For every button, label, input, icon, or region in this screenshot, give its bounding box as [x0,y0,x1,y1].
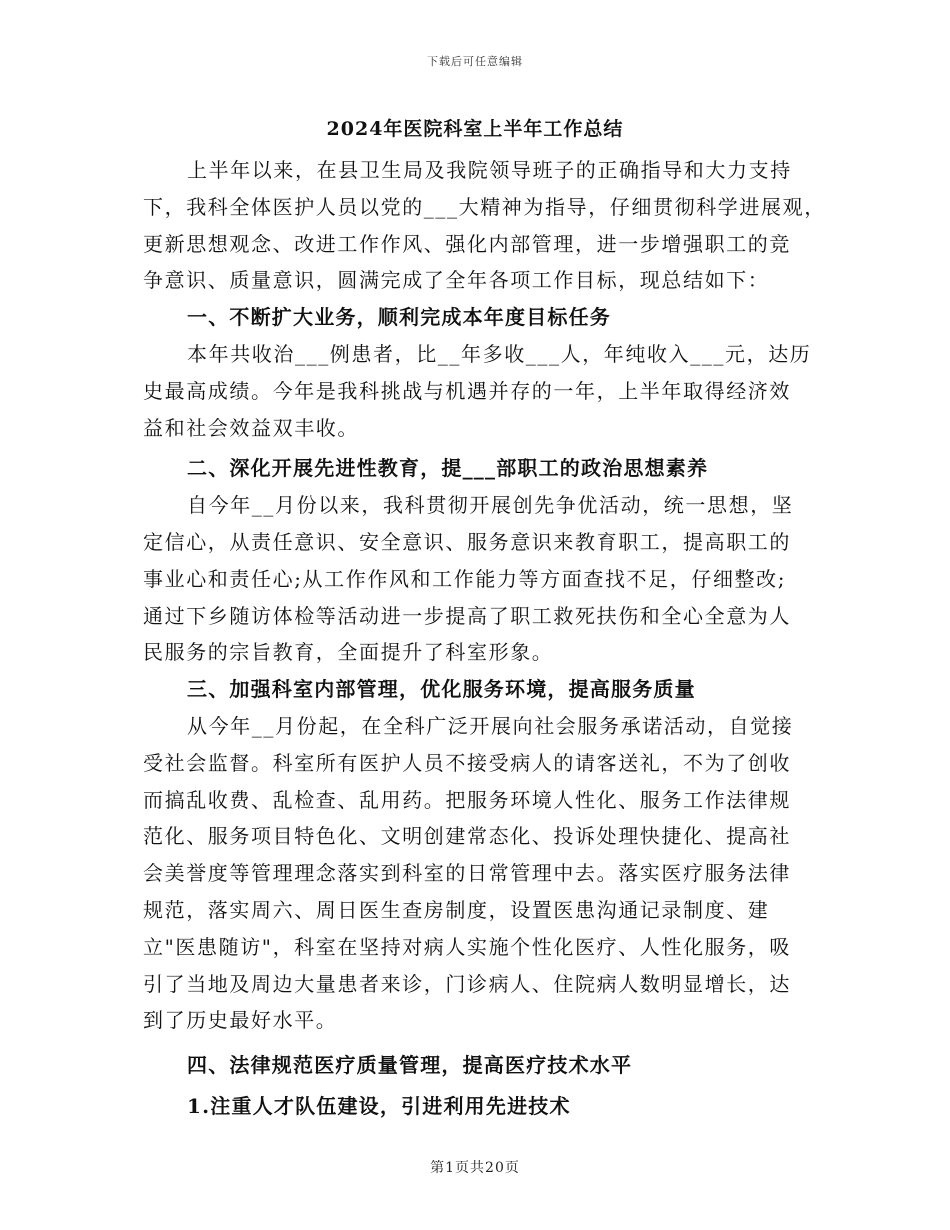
paragraph-line: 规范，落实周六、周日医生查房制度，设置医患沟通记录制度、建 [143,897,770,922]
paragraph-line: 立"医患随访"，科室在坚持对病人实施个性化医疗、人性化服务，吸 [143,934,791,959]
paragraph-line: 史最高成绩。今年是我科挑战与机遇并存的一年，上半年取得经济效 [143,378,791,403]
paragraph-line: 引了当地及周边大量患者来诊，门诊病人、住院病人数明显增长，达 [143,971,791,996]
paragraph-line: 会美誉度等管理理念落实到科室的日常管理中去。落实医疗服务法律 [143,861,791,886]
paragraph-line: 更新思想观念、改进工作作风、强化内部管理，进一步增强职工的竞 [143,231,791,256]
section-heading: 一、不断扩大业务，顺利完成本年度目标任务 [187,305,611,330]
paragraph-line: 民服务的宗旨教育，全面提升了科室形象。 [143,640,554,665]
paragraph-line: 范化、服务项目特色化、文明创建常态化、投诉处理快捷化、提高社 [143,824,791,849]
section-heading: 四、法律规范医疗质量管理，提高医疗技术水平 [187,1053,633,1078]
paragraph-line: 通过下乡随访体检等活动进一步提高了职工救死扶伤和全心全意为人 [143,603,791,628]
paragraph-line: 争意识、质量意识，圆满完成了全年各项工作目标，现总结如下： [143,268,770,293]
paragraph-line: 事业心和责任心;从工作作风和工作能力等方面查找不足，仔细整改; [143,566,787,591]
header-note: 下载后可任意编辑 [427,55,523,68]
paragraph-line: 本年共收治___例患者，比__年多收___人，年纯收入___元，达历 [187,341,812,366]
subsection-heading: 1.注重人才队伍建设，引进利用先进技术 [187,1093,571,1118]
paragraph-line: 从今年__月份起，在全科广泛开展向社会服务承诺活动，自觉接 [187,713,794,738]
paragraph-line: 到了历史最好水平。 [143,1008,338,1033]
section-heading: 三、加强科室内部管理，优化服务环境，提高服务质量 [187,677,696,702]
paragraph-line: 自今年__月份以来，我科贯彻开展创先争优活动，统一思想，坚 [187,493,794,518]
section-heading: 二、深化开展先进性教育，提___部职工的政治思想素养 [187,456,709,481]
paragraph-line: 下，我科全体医护人员以党的___大精神为指导，仔细贯彻科学进展观， [143,194,826,219]
paragraph-line: 而搞乱收费、乱检查、乱用药。把服务环境人性化、服务工作法律规 [143,787,791,812]
paragraph-line: 定信心，从责任意识、安全意识、服务意识来教育职工，提高职工的 [143,529,791,554]
document-body [143,152,826,1125]
paragraph-line: 受社会监督。科室所有医护人员不接受病人的请客送礼，不为了创收 [143,750,791,775]
paragraph-line: 上半年以来，在县卫生局及我院领导班子的正确指导和大力支持 [187,158,792,182]
paragraph-line: 益和社会效益双丰收。 [143,415,359,440]
document-title: 2024年医院科室上半年工作总结 [326,118,624,140]
page-number-footer: 第1页共20页 [430,1160,520,1176]
